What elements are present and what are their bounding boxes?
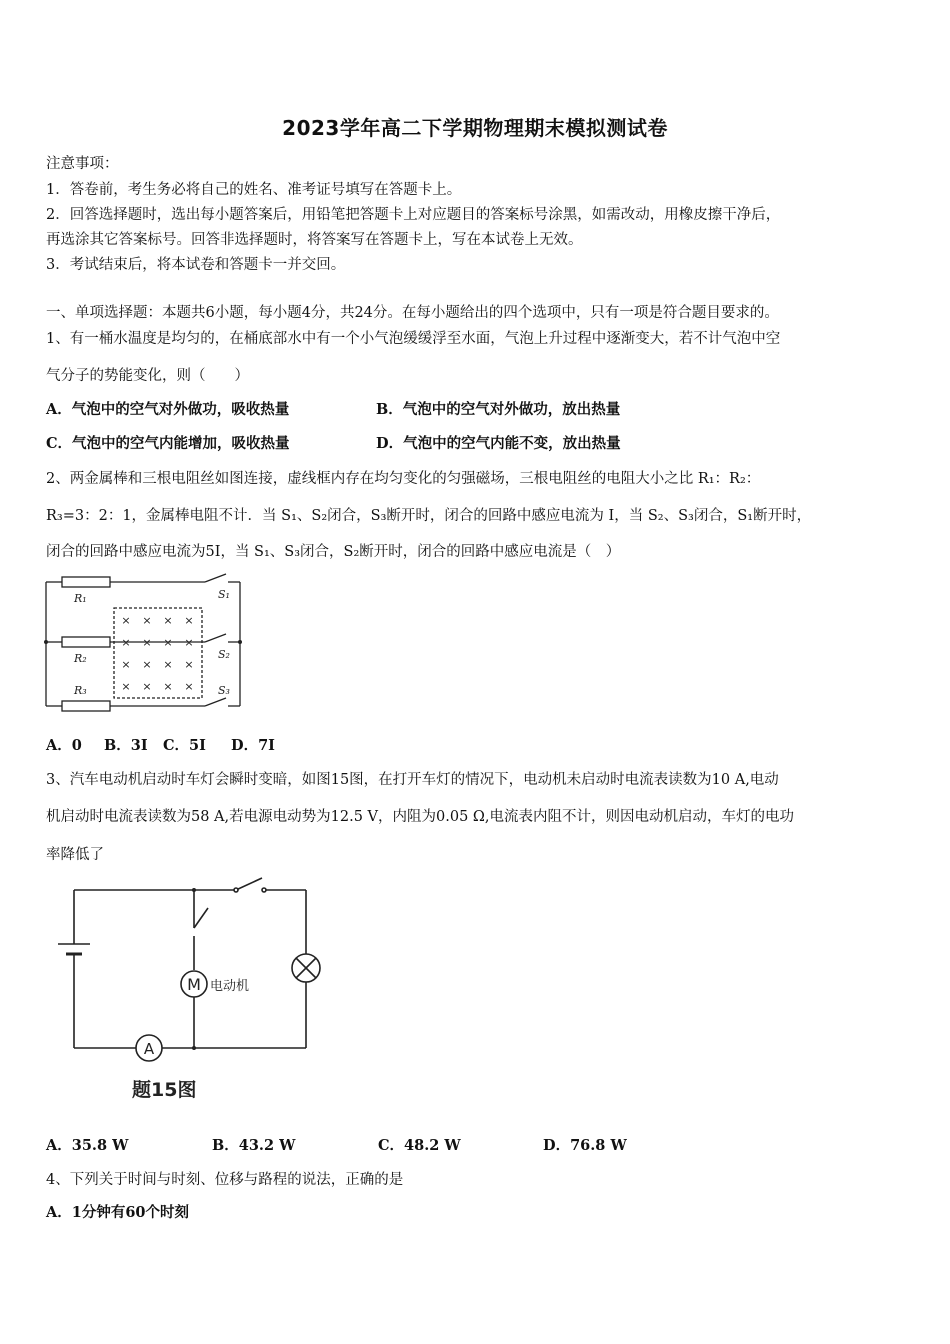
label-r1: R₁: [74, 592, 87, 605]
q1-option-c: C．气泡中的空气内能增加，吸收热量: [46, 435, 290, 452]
field-cross: ×: [121, 680, 131, 693]
field-cross: ×: [142, 658, 152, 671]
label-r3: R₃: [74, 684, 87, 697]
figure-caption: 题15图: [132, 1079, 197, 1101]
section-heading: 一、单项选择题：本题共6小题，每小题4分，共24分。在每小题给出的四个选项中，只有一项是符合题目要求的。: [46, 305, 779, 321]
label-s2: S₂: [218, 648, 230, 661]
notice-item: 2．回答选择题时，选出每小题答案后，用铅笔把答题卡上对应题目的答案标号涂黑，如需改动，用橡皮擦干净后，: [46, 207, 781, 223]
field-cross: ×: [121, 658, 131, 671]
field-cross: ×: [163, 680, 173, 693]
motor-label: 电动机: [210, 979, 250, 994]
motor-symbol: M: [187, 975, 201, 994]
q4-option-a: A．1分钟有60个时刻: [46, 1204, 190, 1221]
q2-stem: 2、两金属棒和三根电阻丝如图连接，虚线框内存在均匀变化的匀强磁场，三根电阻丝的电阻大小之比 R₁：R₂：: [46, 471, 761, 487]
q1-stem: 1、有一桶水温度是均匀的，在桶底部水中有一个小气泡缓缓浮至水面，气泡上升过程中逐渐变大，若不计气泡中空: [46, 331, 781, 347]
field-cross: ×: [121, 636, 131, 649]
q2-stem: 闭合的回路中感应电流为5I，当 S₁、S₃闭合，S₂断开时，闭合的回路中感应电流是（ ）: [46, 544, 621, 560]
q3-option-b: B．43.2 W: [212, 1137, 296, 1154]
switch-s3: [205, 698, 226, 706]
motor-switch: [194, 908, 208, 928]
q3-stem: 3、汽车电动机启动时车灯会瞬时变暗，如图15图，在打开车灯的情况下，电动机未启动时电流表读数为10 A,电动: [46, 772, 779, 788]
field-cross: ×: [184, 614, 194, 627]
notice-item: 3．考试结束后，将本试卷和答题卡一并交回。: [46, 257, 346, 273]
field-cross: ×: [184, 680, 194, 693]
switch-s1: [205, 574, 226, 582]
q1-stem: 气分子的势能变化，则（ ）: [46, 368, 249, 384]
q4-stem: 4、下列关于时间与时刻、位移与路程的说法，正确的是: [46, 1172, 404, 1188]
q2-circuit-figure: [40, 568, 250, 718]
q1-option-a: A．气泡中的空气对外做功，吸收热量: [46, 401, 290, 418]
q2-option-a: A．0: [46, 737, 82, 754]
q2-stem: R₃=3：2：1，金属棒电阻不计．当 S₁、S₂闭合，S₃断开时，闭合的回路中感应电流为 I，当 S₂、S₃闭合，S₁断开时，: [46, 508, 812, 524]
q3-option-d: D．76.8 W: [543, 1137, 627, 1154]
field-cross: ×: [142, 614, 152, 627]
field-cross: ×: [184, 636, 194, 649]
field-cross: ×: [163, 658, 173, 671]
ammeter-symbol: A: [143, 1040, 155, 1058]
q3-stem: 率降低了: [46, 847, 104, 863]
q3-circuit-figure: [44, 872, 334, 1108]
field-cross: ×: [184, 658, 194, 671]
field-cross: ×: [121, 614, 131, 627]
q3-option-c: C．48.2 W: [378, 1137, 461, 1154]
resistor-r3: [62, 701, 110, 711]
resistor-r2: [62, 637, 110, 647]
q3-stem: 机启动时电流表读数为58 A,若电源电动势为12.5 V，内阻为0.05 Ω,电流表内阻不计，则因电动机启动，车灯的电功: [46, 809, 795, 825]
q2-option-c: C．5I: [163, 737, 206, 754]
label-s1: S₁: [218, 588, 230, 601]
switch-s2: [205, 634, 226, 642]
q3-option-a: A．35.8 W: [46, 1137, 129, 1154]
field-cross: ×: [142, 636, 152, 649]
label-r2: R₂: [74, 652, 87, 665]
q1-option-d: D．气泡中的空气内能不变，放出热量: [376, 435, 621, 452]
main-switch: [236, 878, 262, 890]
field-cross: ×: [163, 614, 173, 627]
q1-option-b: B．气泡中的空气对外做功，放出热量: [376, 401, 621, 418]
field-cross: ×: [142, 680, 152, 693]
field-cross: ×: [163, 636, 173, 649]
page-title: 2023学年高二下学期物理期末模拟测试卷: [282, 116, 668, 140]
q2-option-b: B．3I: [104, 737, 148, 754]
q2-option-d: D．7I: [231, 737, 275, 754]
notice-item: 再选涂其它答案标号。回答非选择题时，将答案写在答题卡上，写在本试卷上无效。: [46, 232, 583, 248]
label-s3: S₃: [218, 684, 230, 697]
resistor-r1: [62, 577, 110, 587]
notice-item: 1．答卷前，考生务必将自己的姓名、准考证号填写在答题卡上。: [46, 182, 462, 198]
notice-heading: 注意事项：: [46, 156, 119, 172]
